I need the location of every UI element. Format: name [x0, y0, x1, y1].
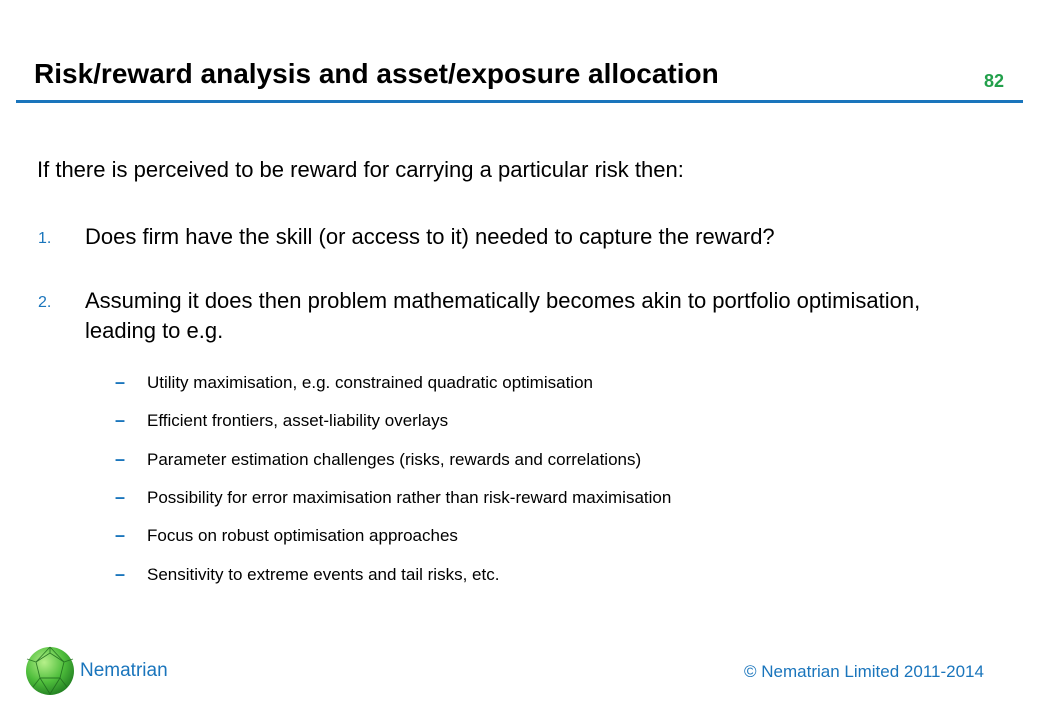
nematrian-logo-icon: [24, 645, 76, 697]
page-number: 82: [984, 71, 1005, 91]
brand-name: Nematrian: [80, 660, 168, 681]
dash-marker: –: [115, 410, 126, 430]
dash-marker: –: [115, 525, 126, 545]
numbered-text: Does firm have the skill (or access to it) needed to capture the reward?: [85, 224, 775, 249]
numbered-marker: 1.: [38, 230, 52, 247]
sub-item-text: Efficient frontiers, asset-liability overlays: [147, 411, 449, 430]
numbered-text: Assuming it does then problem mathematically becomes akin to portfolio optimisation, leading to e.g.: [85, 288, 921, 343]
copyright-text: © Nematrian Limited 2011-2014: [744, 662, 984, 681]
dash-marker: –: [115, 449, 126, 469]
numbered-marker: 2.: [38, 294, 52, 311]
dash-marker: –: [115, 487, 126, 507]
sub-item-text: Focus on robust optimisation approaches: [147, 526, 458, 545]
dash-marker: –: [115, 564, 126, 584]
sub-item-text: Parameter estimation challenges (risks, rewards and correlations): [147, 450, 642, 469]
title-divider: [16, 100, 1023, 103]
dash-marker: –: [115, 372, 126, 392]
intro-text: If there is perceived to be reward for carrying a particular risk then:: [37, 157, 684, 182]
sub-item-text: Sensitivity to extreme events and tail risks, etc.: [147, 565, 500, 584]
slide-title: Risk/reward analysis and asset/exposure allocation: [34, 58, 719, 89]
sub-item-text: Utility maximisation, e.g. constrained quadratic optimisation: [147, 373, 593, 392]
sub-item-text: Possibility for error maximisation rather than risk-reward maximisation: [147, 488, 672, 507]
